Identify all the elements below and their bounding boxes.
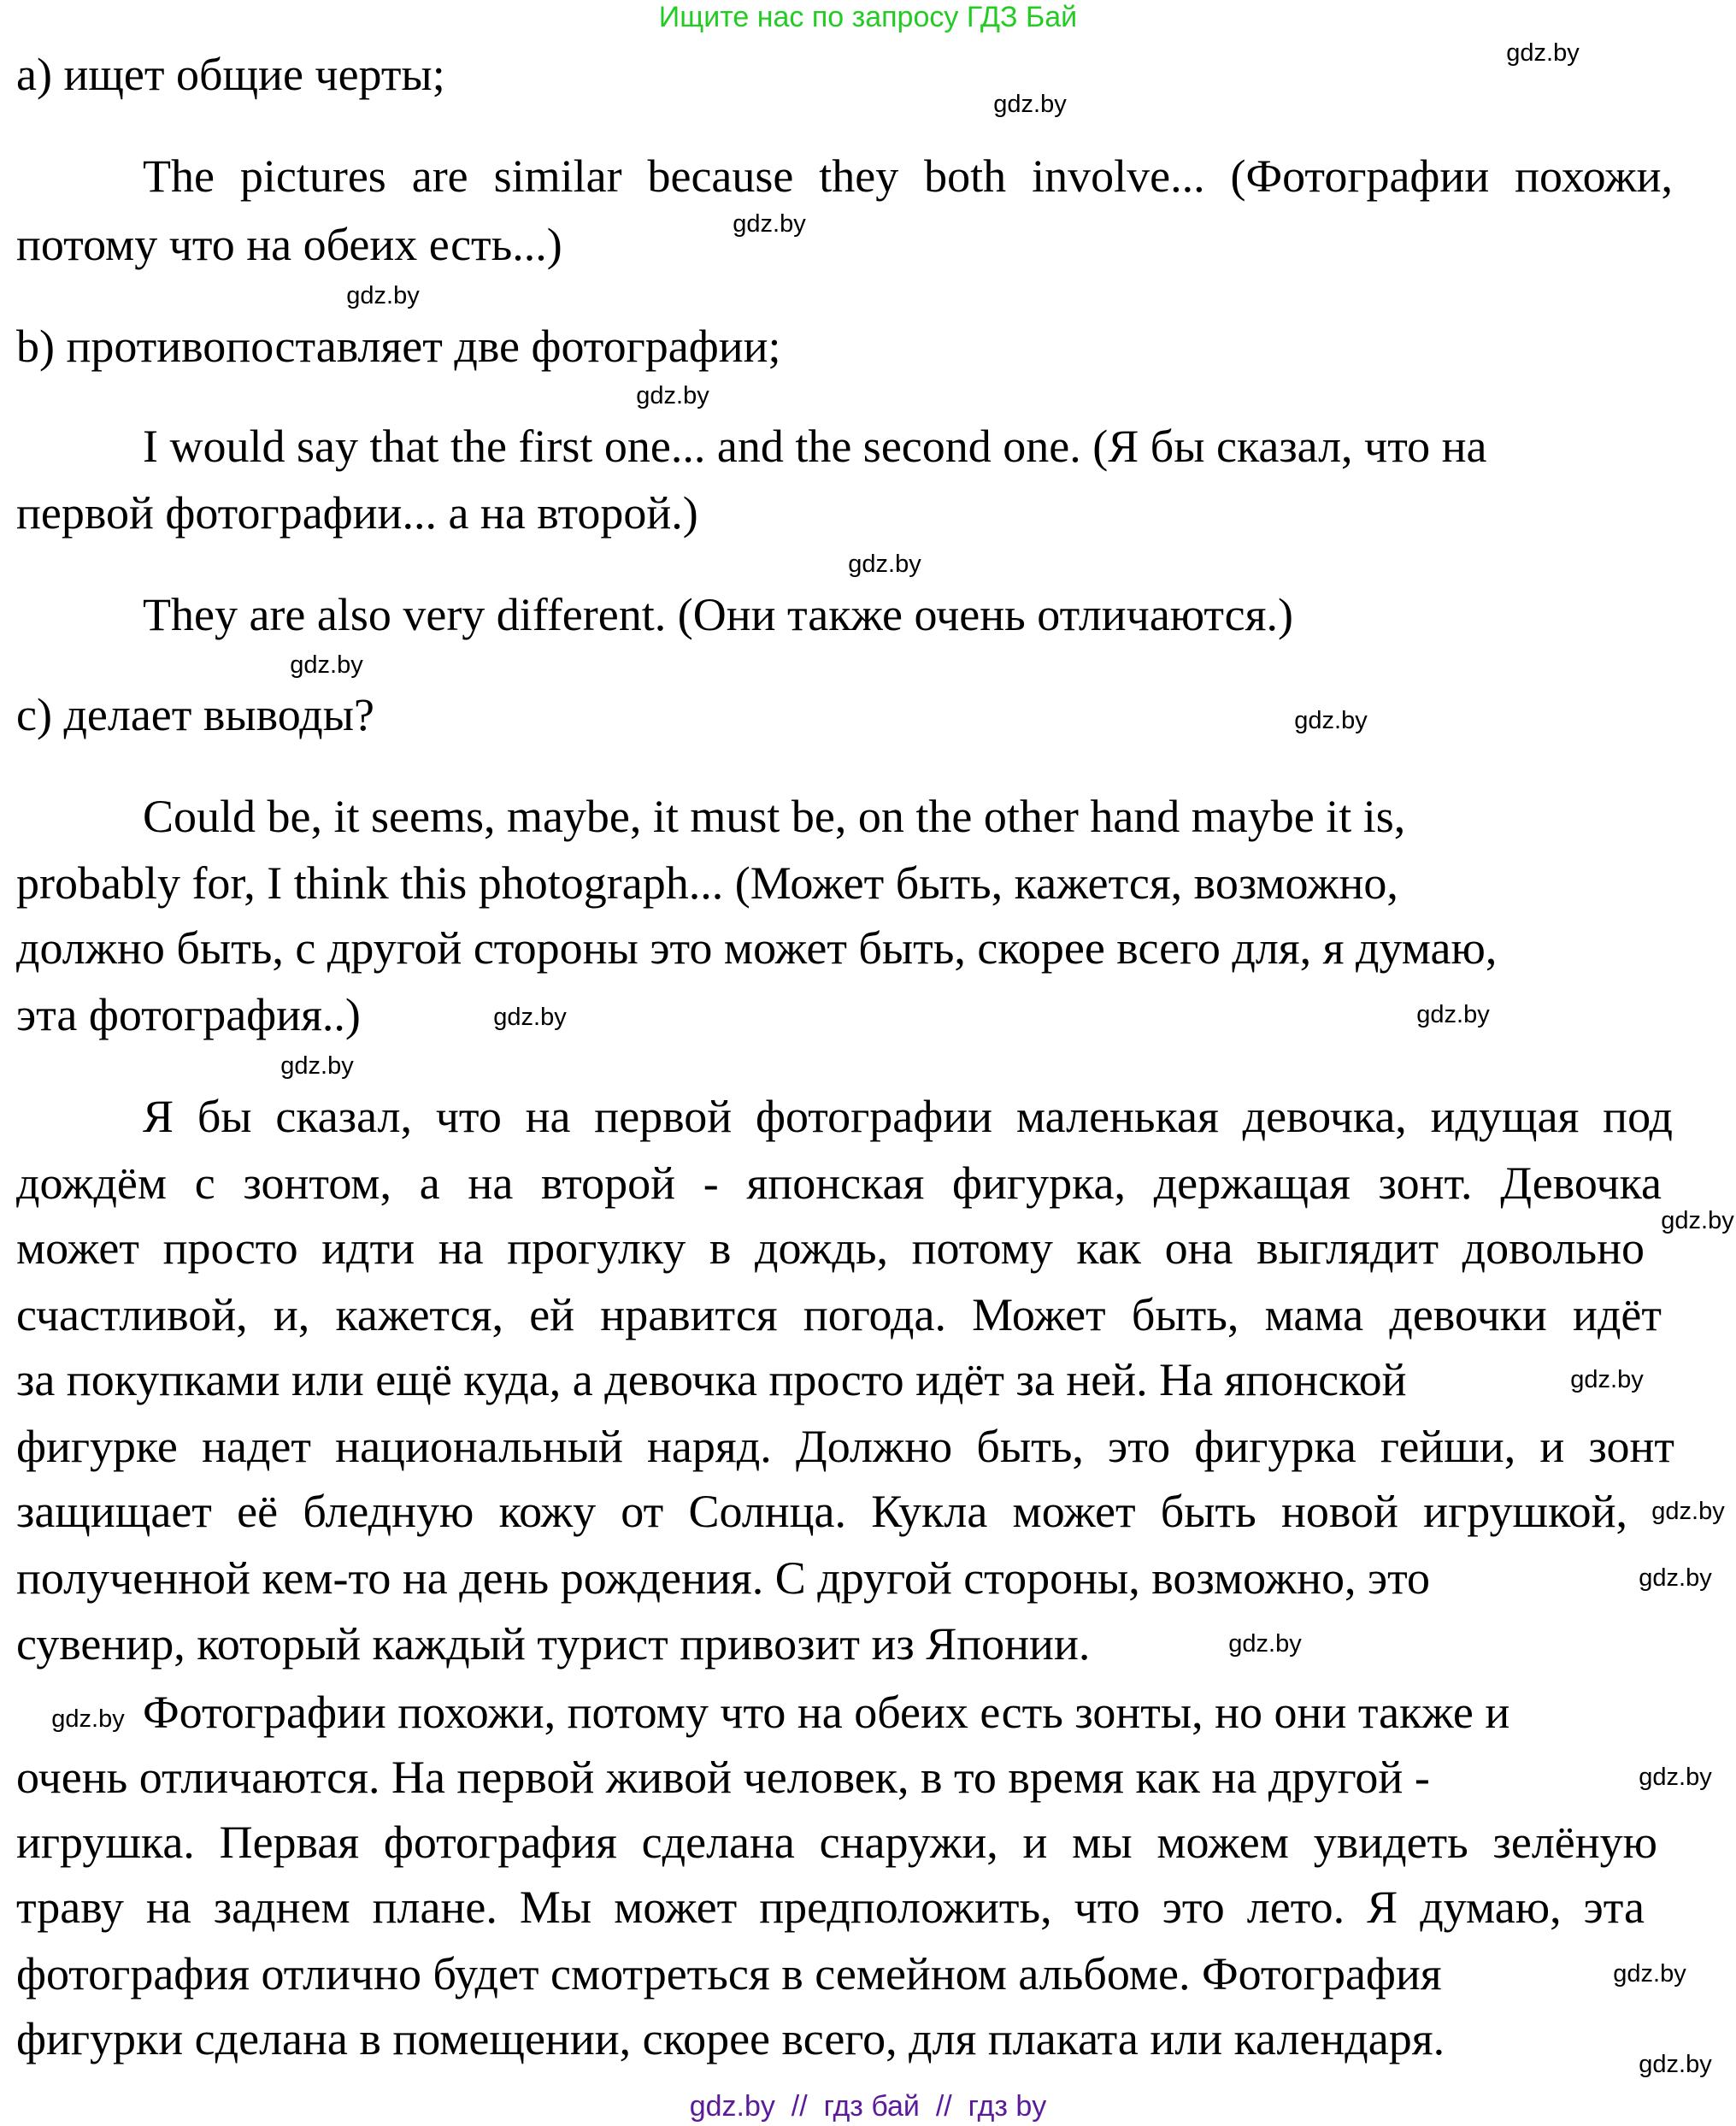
text-line: Could be, it seems, maybe, it must be, on the other hand maybe it is, xyxy=(143,791,1406,842)
text-line: эта фотография..) xyxy=(16,989,361,1040)
text-line: They are also very different. (Они также очень отличаются.) xyxy=(143,589,1293,640)
watermark: gdz.by xyxy=(1661,1207,1734,1234)
watermark: gdz.by xyxy=(848,551,921,578)
text-line: счастливой, и, кажется, ей нравится погода. Может быть, мама девочки идёт xyxy=(16,1289,1662,1340)
watermark: gdz.by xyxy=(493,1004,567,1031)
text-line: a) ищет общие черты; xyxy=(16,49,445,100)
watermark: gdz.by xyxy=(733,210,806,238)
watermark: gdz.by xyxy=(1639,1764,1712,1791)
text-line: Фотографии похожи, потому что на обеих есть зонты, но они также и xyxy=(143,1687,1510,1738)
text-line: I would say that the first one... and the second one. (Я бы сказал, что на xyxy=(143,421,1487,472)
text-line: должно быть, с другой стороны это может быть, скорее всего для, я думаю, xyxy=(16,922,1498,974)
text-line: Я бы сказал, что на первой фотографии маленькая девочка, идущая под xyxy=(143,1091,1673,1142)
text-line: за покупками или ещё куда, а девочка просто идёт за ней. На японской xyxy=(16,1354,1407,1405)
watermark: gdz.by xyxy=(51,1705,125,1733)
text-line: probably for, I think this photograph... (Может быть, кажется, возможно, xyxy=(16,857,1398,909)
watermark: gdz.by xyxy=(1416,1001,1490,1028)
watermark: gdz.by xyxy=(1506,39,1580,67)
watermark: gdz.by xyxy=(636,382,709,409)
watermark: gdz.by xyxy=(346,282,420,309)
text-line: фотография отлично будет смотреться в семейном альбоме. Фотография xyxy=(16,1948,1442,1999)
text-line: может просто идти на прогулку в дождь, потому как она выглядит довольно xyxy=(16,1222,1645,1274)
text-line: фигурки сделана в помещении, скорее всего, для плаката или календаря. xyxy=(16,2013,1445,2064)
watermark: gdz.by xyxy=(1639,2051,1712,2078)
text-line: b) противопоставляет две фотографии; xyxy=(16,321,781,372)
watermark: gdz.by xyxy=(1639,1564,1712,1592)
text-line: траву на заднем плане. Мы может предположить, что это лето. Я думаю, эта xyxy=(16,1882,1645,1933)
watermark: gdz.by xyxy=(1294,707,1368,734)
watermark: gdz.by xyxy=(993,91,1067,118)
text-line: первой фотографии... а на второй.) xyxy=(16,487,698,539)
text-line: фигурке надет национальный наряд. Должно быть, это фигурка гейши, и зонт xyxy=(16,1421,1674,1472)
watermark: gdz.by xyxy=(1570,1366,1644,1393)
watermark: gdz.by xyxy=(280,1052,354,1080)
text-line: игрушка. Первая фотография сделана снаружи, и мы можем увидеть зелёную xyxy=(16,1817,1657,1868)
text-line: The pictures are similar because they both involve... (Фотографии похожи, xyxy=(143,150,1673,202)
watermark: gdz.by xyxy=(1228,1630,1302,1658)
text-line: полученной кем-то на день рождения. С другой стороны, возможно, это xyxy=(16,1552,1431,1604)
text-line: сувенир, который каждый турист привозит из Японии. xyxy=(16,1618,1091,1670)
text-line: дождём с зонтом, а на второй - японская фигурка, держащая зонт. Девочка xyxy=(16,1157,1662,1209)
footer-links: gdz.by // гдз бай // гдз by xyxy=(689,2090,1047,2123)
text-line: c) делает выводы? xyxy=(16,689,374,740)
text-line: потому что на обеих есть...) xyxy=(16,219,562,270)
text-line: очень отличаются. На первой живой человек, в то время как на другой - xyxy=(16,1752,1430,1803)
text-line: защищает её бледную кожу от Солнца. Кукла может быть новой игрушкой, xyxy=(16,1486,1627,1537)
watermark: gdz.by xyxy=(1651,1498,1725,1525)
watermark: gdz.by xyxy=(1613,1960,1686,1988)
search-hint-header: Ищите нас по запросу ГДЗ Бай xyxy=(658,1,1078,33)
watermark: gdz.by xyxy=(290,651,363,679)
